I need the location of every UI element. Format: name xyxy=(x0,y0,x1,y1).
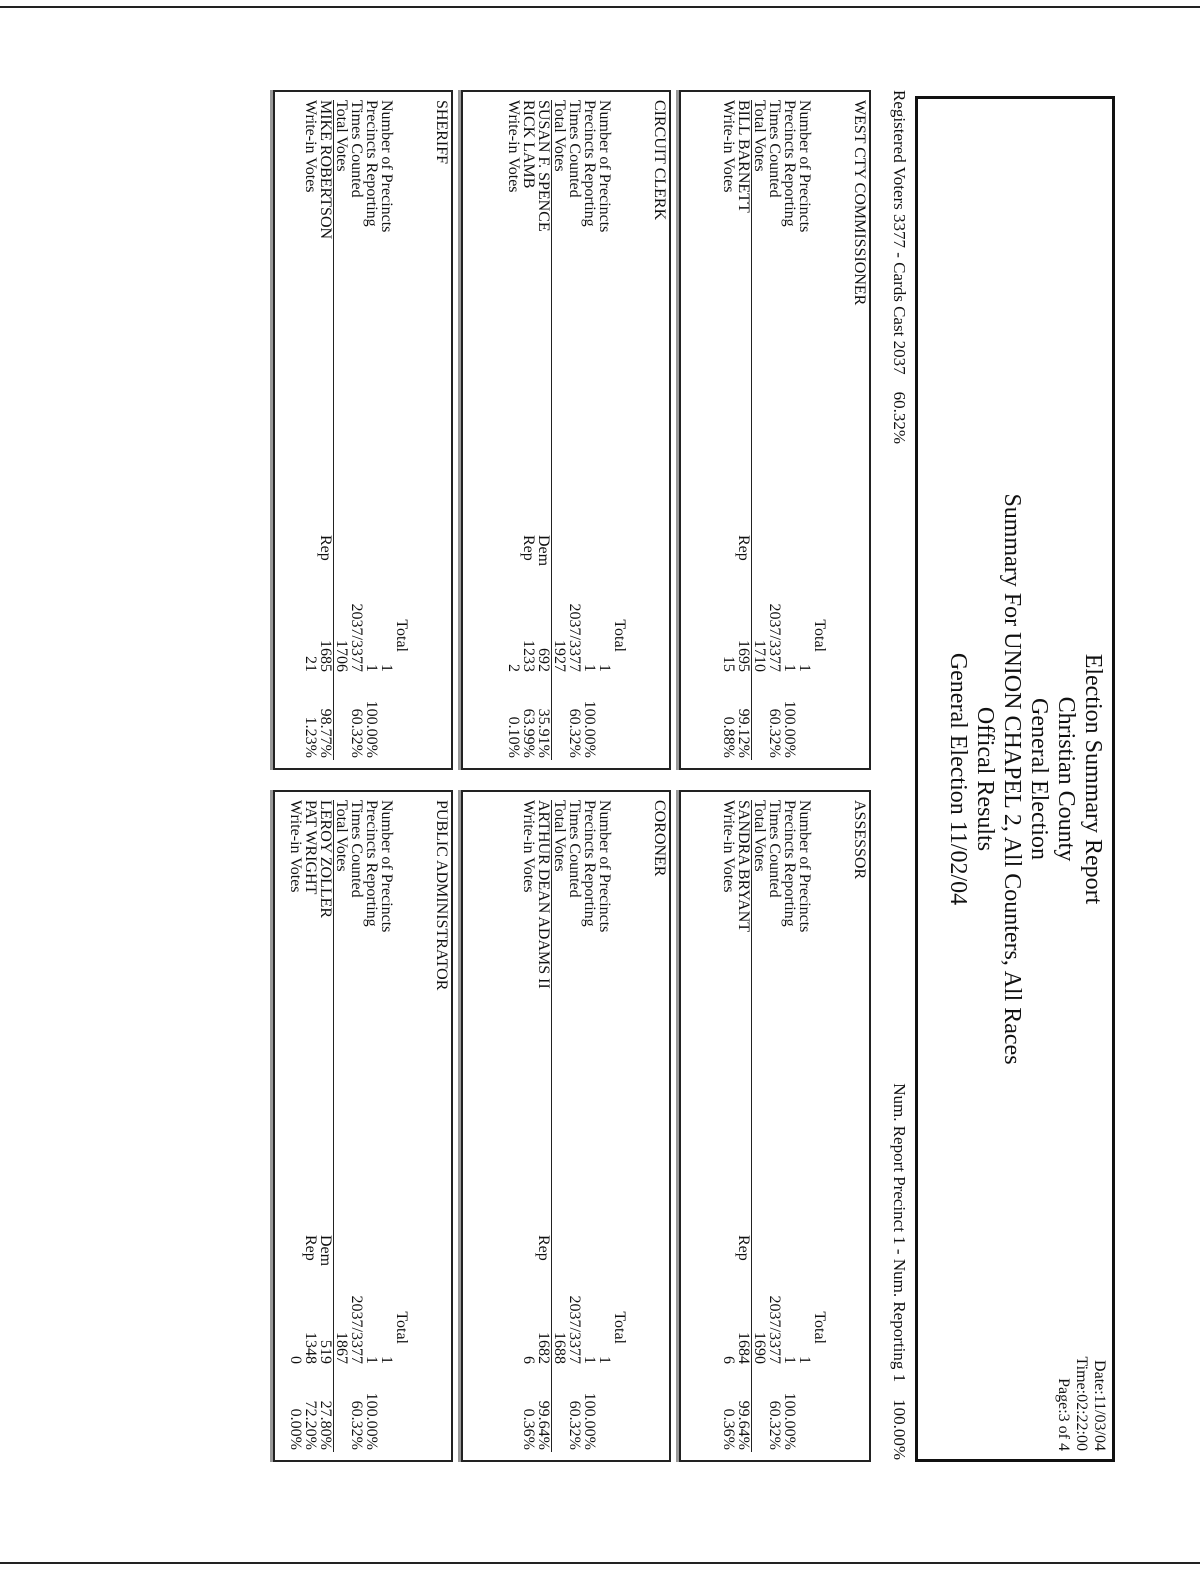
times-counted-row xyxy=(567,100,582,760)
row-label: Times Counted xyxy=(566,800,583,898)
party-label: Rep xyxy=(520,535,537,561)
total-votes-row xyxy=(334,100,349,760)
row-label: Number of Precincts xyxy=(596,100,613,233)
precinct-count-row xyxy=(597,100,612,760)
row-value: 1684 xyxy=(735,1332,752,1364)
precinct-count-row xyxy=(597,800,612,1452)
column-header xyxy=(394,800,409,1452)
row-value: 1 xyxy=(781,664,798,672)
row-value: 1 xyxy=(581,1356,598,1364)
race-title: ASSESSOR xyxy=(851,800,868,880)
row-value: 15 xyxy=(720,656,737,672)
row-value: 1 xyxy=(781,1356,798,1364)
rotated-report-page xyxy=(175,90,1115,1470)
title-line: Election Summary Report xyxy=(1080,653,1106,905)
row-label: RICK LAMB xyxy=(520,100,537,189)
precinct-report-line xyxy=(889,1083,909,1460)
row-percent: 100.00% xyxy=(581,700,598,758)
title-line: Christian County xyxy=(1053,696,1079,862)
row-percent: 60.32% xyxy=(766,708,783,758)
row-label: Write-in Votes xyxy=(520,800,537,893)
column-header xyxy=(812,100,827,760)
row-percent: 0.10% xyxy=(505,716,522,758)
scan-edge-bottom xyxy=(0,1562,1200,1564)
title-line: General Election xyxy=(1026,698,1052,860)
precincts-reporting-row xyxy=(582,800,597,1452)
row-percent: 35.91% xyxy=(535,708,552,758)
row-label: SANDRA BRYANT xyxy=(735,800,752,933)
row-label: Write-in Votes xyxy=(720,800,737,893)
row-percent: 99.64% xyxy=(735,1400,752,1450)
candidate-row xyxy=(318,100,334,760)
row-percent: 27.80% xyxy=(317,1400,334,1450)
column-header xyxy=(812,800,827,1452)
row-label: Precincts Reporting xyxy=(363,100,380,227)
row-value: 0 xyxy=(287,1356,304,1364)
report-time: Time:02:22:00 xyxy=(1073,1356,1090,1451)
row-label: Times Counted xyxy=(348,800,365,898)
total-votes-row xyxy=(752,100,767,760)
row-value: 2037/3377 xyxy=(566,603,583,672)
times-counted-row xyxy=(567,800,582,1452)
precinct-count-row xyxy=(379,800,394,1452)
row-percent: 100.00% xyxy=(581,1392,598,1450)
row-label: LEROY ZOLLER xyxy=(317,800,334,919)
party-label: Dem xyxy=(535,535,552,567)
row-label: Times Counted xyxy=(766,100,783,198)
write-in-row xyxy=(303,100,318,760)
column-header xyxy=(612,100,627,760)
times-counted-row xyxy=(767,100,782,760)
report-title-block xyxy=(944,99,1106,1459)
row-value: 1706 xyxy=(333,640,350,672)
row-label: Precincts Reporting xyxy=(781,800,798,927)
title-line: Offical Results xyxy=(972,706,998,852)
report-header xyxy=(915,96,1115,1462)
row-value: 2037/3377 xyxy=(766,603,783,672)
row-value: 1 xyxy=(378,664,395,672)
row-label: Total Votes xyxy=(751,800,768,872)
candidate-row xyxy=(736,800,752,1452)
party-label: Dem xyxy=(317,1235,334,1267)
row-label: Precincts Reporting xyxy=(581,100,598,227)
row-label: Number of Precincts xyxy=(596,800,613,933)
registered-voters-text: Registered Voters 3377 - Cards Cast 2037 xyxy=(890,90,909,375)
write-in-row xyxy=(506,100,521,760)
row-percent: 0.88% xyxy=(720,716,737,758)
precincts-reporting-row xyxy=(782,100,797,760)
write-in-row xyxy=(721,100,736,760)
row-percent: 0.36% xyxy=(520,1408,537,1450)
row-label: Number of Precincts xyxy=(796,100,813,233)
precincts-reporting-row xyxy=(364,100,379,760)
total-votes-row xyxy=(552,800,567,1452)
race-title: CIRCUIT CLERK xyxy=(651,100,668,221)
party-label: Rep xyxy=(735,535,752,561)
row-value: 21 xyxy=(302,656,319,672)
write-in-row xyxy=(721,800,736,1452)
row-label: Number of Precincts xyxy=(378,800,395,933)
row-percent: 100.00% xyxy=(781,1392,798,1450)
title-line: Summary For UNION CHAPEL 2, All Counters, All Races xyxy=(999,493,1025,1065)
row-percent: 60.32% xyxy=(348,1400,365,1450)
race-panel xyxy=(679,90,871,770)
party-label: Rep xyxy=(535,1235,552,1261)
row-label: Precincts Reporting xyxy=(363,800,380,927)
row-value: 2 xyxy=(505,664,522,672)
row-percent: 1.23% xyxy=(302,716,319,758)
row-value: 1685 xyxy=(317,640,334,672)
row-label: Number of Precincts xyxy=(378,100,395,233)
row-label: Precincts Reporting xyxy=(781,100,798,227)
candidate-row xyxy=(318,800,334,1452)
scan-edge-top xyxy=(0,6,1200,8)
row-value: 1 xyxy=(363,664,380,672)
report-date: Date:11/03/04 xyxy=(1091,1360,1108,1451)
race-panel xyxy=(461,790,671,1462)
row-label: Write-in Votes xyxy=(287,800,304,893)
row-label: Precincts Reporting xyxy=(581,800,598,927)
row-label: Total Votes xyxy=(333,100,350,172)
row-label: SUSAN F. SPENCE xyxy=(535,100,552,232)
row-value: 1695 xyxy=(735,640,752,672)
row-value: 2037/3377 xyxy=(348,603,365,672)
precinct-count-row xyxy=(797,800,812,1452)
total-votes-row xyxy=(552,100,567,760)
total-votes-row xyxy=(752,800,767,1452)
row-value: 1690 xyxy=(751,1332,768,1364)
total-column-label: Total xyxy=(393,619,410,652)
race-panel xyxy=(273,790,453,1462)
candidate-row xyxy=(521,100,536,760)
row-percent: 100.00% xyxy=(363,700,380,758)
row-label: MIKE ROBERTSON xyxy=(317,100,334,240)
race-title: CORONER xyxy=(651,800,668,877)
candidate-row xyxy=(536,100,552,760)
row-percent: 99.64% xyxy=(535,1400,552,1450)
party-label: Rep xyxy=(302,1235,319,1261)
race-title: WEST CTY COMMISSIONER xyxy=(851,100,868,306)
race-panel xyxy=(461,90,671,770)
row-percent: 100.00% xyxy=(363,1392,380,1450)
row-value: 1927 xyxy=(551,640,568,672)
row-value: 1 xyxy=(596,1356,613,1364)
row-label: Number of Precincts xyxy=(796,800,813,933)
times-counted-row xyxy=(767,800,782,1452)
write-in-row xyxy=(288,800,303,1452)
race-panel xyxy=(679,790,871,1462)
precinct-count-row xyxy=(379,100,394,760)
row-percent: 0.36% xyxy=(720,1408,737,1450)
row-label: Times Counted xyxy=(348,100,365,198)
race-panel xyxy=(273,90,453,770)
row-value: 1 xyxy=(596,664,613,672)
precinct-report-pct: 100.00% xyxy=(890,1399,909,1460)
row-value: 2037/3377 xyxy=(566,1295,583,1364)
party-label: Rep xyxy=(317,535,334,561)
row-value: 1867 xyxy=(333,1332,350,1364)
write-in-row xyxy=(521,800,536,1452)
row-value: 1 xyxy=(581,664,598,672)
column-header xyxy=(394,100,409,760)
row-percent: 72.20% xyxy=(302,1400,319,1450)
row-percent: 60.32% xyxy=(348,708,365,758)
row-value: 2037/3377 xyxy=(348,1295,365,1364)
row-value: 1 xyxy=(363,1356,380,1364)
row-value: 1682 xyxy=(535,1332,552,1364)
row-label: Write-in Votes xyxy=(720,100,737,193)
race-title: SHERIFF xyxy=(433,100,450,165)
precincts-reporting-row xyxy=(364,800,379,1452)
row-label: BILL BARNETT xyxy=(735,100,752,213)
row-label: PAT WRIGHT xyxy=(302,800,319,895)
race-title: PUBLIC ADMINISTRATOR xyxy=(433,800,450,991)
row-value: 1710 xyxy=(751,640,768,672)
title-line: General Election 11/02/04 xyxy=(945,652,971,906)
row-percent: 63.99% xyxy=(520,708,537,758)
row-percent: 100.00% xyxy=(781,700,798,758)
row-percent: 60.32% xyxy=(566,708,583,758)
candidate-row xyxy=(736,100,752,760)
registered-voters-pct: 60.32% xyxy=(890,391,909,444)
times-counted-row xyxy=(349,100,364,760)
row-value: 692 xyxy=(535,648,552,672)
row-label: Total Votes xyxy=(751,100,768,172)
row-value: 519 xyxy=(317,1340,334,1364)
party-label: Rep xyxy=(735,1235,752,1261)
row-value: 1 xyxy=(796,1356,813,1364)
row-label: ARTHUR DEAN ADAMS II xyxy=(535,800,552,989)
total-column-label: Total xyxy=(611,619,628,652)
row-value: 6 xyxy=(520,1356,537,1364)
row-value: 1 xyxy=(378,1356,395,1364)
total-votes-row xyxy=(334,800,349,1452)
row-percent: 60.32% xyxy=(766,1400,783,1450)
candidate-row xyxy=(536,800,552,1452)
report-page: Page:3 of 4 xyxy=(1055,1378,1072,1451)
row-value: 2037/3377 xyxy=(766,1295,783,1364)
row-label: Total Votes xyxy=(333,800,350,872)
report-meta xyxy=(1054,1356,1108,1451)
times-counted-row xyxy=(349,800,364,1452)
row-label: Total Votes xyxy=(551,800,568,872)
row-percent: 60.32% xyxy=(566,1400,583,1450)
total-column-label: Total xyxy=(811,1311,828,1344)
row-label: Times Counted xyxy=(766,800,783,898)
row-value: 1 xyxy=(796,664,813,672)
row-value: 1233 xyxy=(520,640,537,672)
row-label: Write-in Votes xyxy=(505,100,522,193)
row-label: Write-in Votes xyxy=(302,100,319,193)
row-label: Total Votes xyxy=(551,100,568,172)
total-column-label: Total xyxy=(393,1311,410,1344)
row-percent: 0.00% xyxy=(287,1408,304,1450)
total-column-label: Total xyxy=(811,619,828,652)
row-value: 1348 xyxy=(302,1332,319,1364)
row-percent: 98.77% xyxy=(317,708,334,758)
candidate-row xyxy=(303,800,318,1452)
registered-voters-line xyxy=(889,90,909,444)
total-column-label: Total xyxy=(611,1311,628,1344)
row-label: Times Counted xyxy=(566,100,583,198)
precincts-reporting-row xyxy=(582,100,597,760)
precinct-count-row xyxy=(797,100,812,760)
column-header xyxy=(612,800,627,1452)
precinct-report-text: Num. Report Precinct 1 - Num. Reporting 1 xyxy=(890,1083,909,1383)
precincts-reporting-row xyxy=(782,800,797,1452)
row-value: 1688 xyxy=(551,1332,568,1364)
row-value: 6 xyxy=(720,1356,737,1364)
row-percent: 99.12% xyxy=(735,708,752,758)
